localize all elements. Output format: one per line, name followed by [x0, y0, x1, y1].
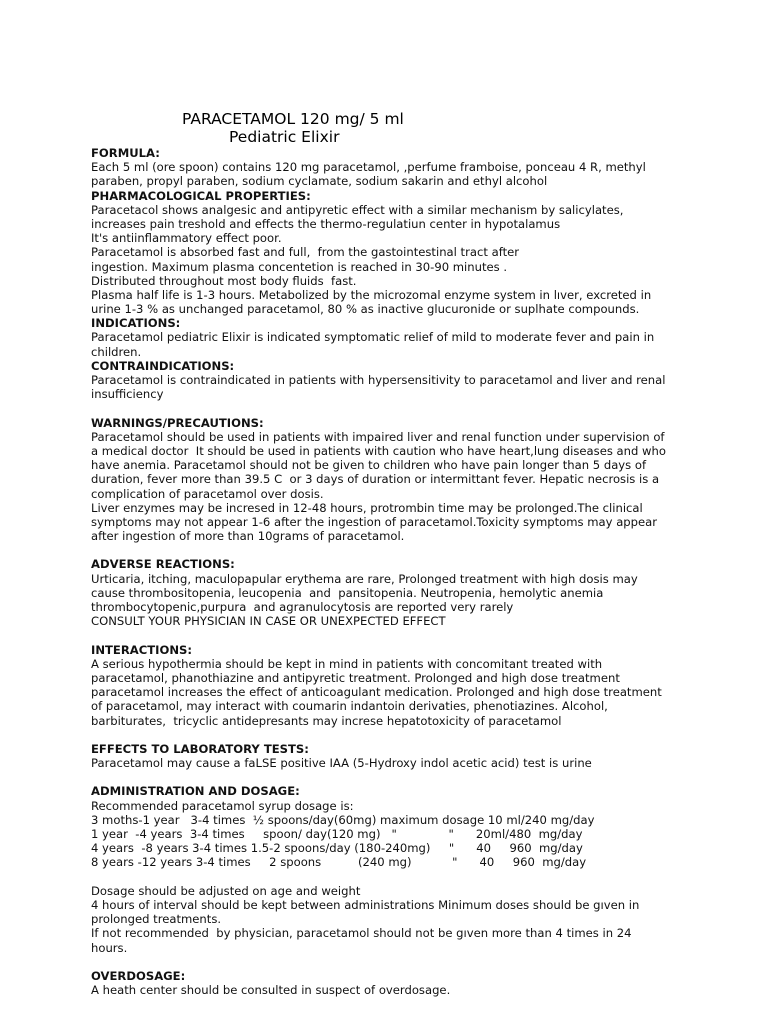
- text-line: hours.: [91, 940, 128, 955]
- text-line: thrombocytopenic,purpura and agranulocytosis are reported very rarely: [91, 600, 514, 614]
- text-line: symptoms may not appear 1-6 after the ingestion of paracetamol.Toxicity symptoms may appear: [91, 514, 658, 529]
- spacer: [91, 955, 691, 969]
- dosage-row: 1 year -4 years 3-4 times spoon/ day(120 mg) " " 20ml/480 mg/day: [91, 827, 583, 841]
- text-line: If not recommended by physician, paracetamol should not be gıven more than 4 times in 24: [91, 926, 632, 941]
- spacer: [91, 628, 691, 642]
- text-line: complication of paracetamol over dosis.: [91, 486, 324, 501]
- text-line: It's antiinflammatory effect poor.: [91, 231, 282, 246]
- section-heading-pharmacological: PHARMACOLOGICAL PROPERTIES:: [91, 188, 311, 203]
- document-body: [91, 146, 691, 997]
- dosage-row: 4 years -8 years 3-4 times 1.5-2 spoons/day (180-240mg) " 40 960 mg/day: [91, 841, 583, 856]
- section-heading-indications: INDICATIONS:: [91, 316, 181, 331]
- text-line: Paracetamol is absorbed fast and full, from the gastointestinal tract after: [91, 245, 520, 260]
- text-line: paracetamol increases the effect of anticoagulant medication. Prolonged and high dose treatment: [91, 685, 662, 700]
- spacer: [91, 770, 691, 784]
- text-line: duration, fever more than 39.5 C or 3 days of duration or intermittant fever. Hepatic necrosis is a: [91, 472, 660, 487]
- section-heading-warnings: WARNINGS/PRECAUTIONS:: [91, 415, 264, 430]
- text-line: after ingestion of more than 10grams of paracetamol.: [91, 529, 405, 544]
- text-line: cause thrombositopenia, leucopenia and pansitopenia. Neutropenia, hemolytic anemia: [91, 585, 604, 600]
- text-line: Urticaria, itching, maculopapular erythema are rare, Prolonged treatment with high dosis may: [91, 571, 638, 586]
- document-subtitle: Pediatric Elixir: [229, 128, 340, 146]
- section-heading-overdosage: OVERDOSAGE:: [91, 968, 186, 983]
- text-line: barbiturates, tricyclic antidepresants may increse hepatotoxicity of paracetamol: [91, 713, 562, 728]
- text-line: Paracetamol may cause a faLSE positive IAA (5-Hydroxy indol acetic acid) test is urine: [91, 756, 592, 771]
- text-line: prolonged treatments.: [91, 912, 222, 927]
- text-line: paracetamol, phanothiazine and antipyretic treatment. Prolonged and high dose treatment: [91, 670, 620, 685]
- text-line: 4 hours of interval should be kept between administrations Minimum doses should be gıven in: [91, 897, 640, 912]
- text-line: paraben, propyl paraben, sodium cyclamate, sodium sakarin and ethyl alcohol: [91, 174, 548, 189]
- spacer: [91, 401, 691, 415]
- text-line: Dosage should be adjusted on age and weight: [91, 883, 361, 898]
- spacer: [91, 543, 691, 557]
- text-line: Paracetamol pediatric Elixir is indicated symptomatic relief of mild to moderate fever and pain in: [91, 330, 655, 345]
- text-line: a medical doctor It should be used in patients with caution who have heart,lung diseases and who: [91, 443, 666, 458]
- text-line: of paracetamol, may interact with coumarin indantoin derivaties, phenotiazines. Alcohol,: [91, 699, 608, 714]
- section-heading-formula: FORMULA:: [91, 146, 160, 160]
- text-line: Recommended paracetamol syrup dosage is:: [91, 798, 354, 813]
- text-line: children.: [91, 344, 142, 359]
- text-line: Each 5 ml (ore spoon) contains 120 mg paracetamol, ,perfume framboise, ponceau 4 R, methyl: [91, 160, 646, 175]
- section-heading-adverse-reactions: ADVERSE REACTIONS:: [91, 557, 235, 572]
- text-line: CONSULT YOUR PHYSICIAN IN CASE OR UNEXPECTED EFFECT: [91, 614, 446, 629]
- dosage-row: 8 years -12 years 3-4 times 2 spoons (240 mg) " 40 960 mg/day: [91, 855, 587, 870]
- section-heading-contraindications: CONTRAINDICATIONS:: [91, 358, 235, 373]
- text-line: Paracetamol is contraindicated in patients with hypersensitivity to paracetamol and liver and renal: [91, 373, 666, 387]
- text-line: Plasma half life is 1-3 hours. Metabolized by the microzomal enzyme system in lıver, excreted in: [91, 287, 652, 302]
- text-line: insufficiency: [91, 387, 164, 402]
- dosage-row: 3 moths-1 year 3-4 times ½ spoons/day(60mg) maximum dosage 10 ml/240 mg/day: [91, 812, 595, 827]
- section-heading-dosage: ADMINISTRATION AND DOSAGE:: [91, 784, 300, 799]
- text-line: ingestion. Maximum plasma concentetion is reached in 30-90 minutes .: [91, 259, 508, 274]
- text-line: urine 1-3 % as unchanged paracetamol, 80 % as inactive glucuronide or suplhate compounds.: [91, 302, 640, 317]
- spacer: [91, 870, 691, 884]
- text-line: have anemia. Paracetamol should not be given to children who have pain longer than 5 days of: [91, 458, 647, 473]
- text-line: A heath center should be consulted in suspect of overdosage.: [91, 983, 451, 998]
- text-line: A serious hypothermia should be kept in mind in patients with concomitant treated with: [91, 656, 603, 671]
- text-line: increases pain treshold and effects the thermo-regulatiun center in hypotalamus: [91, 216, 561, 231]
- spacer: [91, 728, 691, 742]
- text-line: Liver enzymes may be incresed in 12-48 hours, protrombin time may be prolonged.The clinical: [91, 500, 643, 515]
- text-line: Paracetamol should be used in patients with impaired liver and renal function under supervision of: [91, 429, 665, 444]
- section-heading-interactions: INTERACTIONS:: [91, 642, 193, 657]
- text-line: Distributed throughout most body fluids fast.: [91, 273, 357, 288]
- section-heading-lab-tests: EFFECTS TO LABORATORY TESTS:: [91, 741, 309, 756]
- document-title: PARACETAMOL 120 mg/ 5 ml: [182, 110, 404, 128]
- text-line: Paracetacol shows analgesic and antipyretic effect with a similar mechanism by salicylates,: [91, 202, 624, 217]
